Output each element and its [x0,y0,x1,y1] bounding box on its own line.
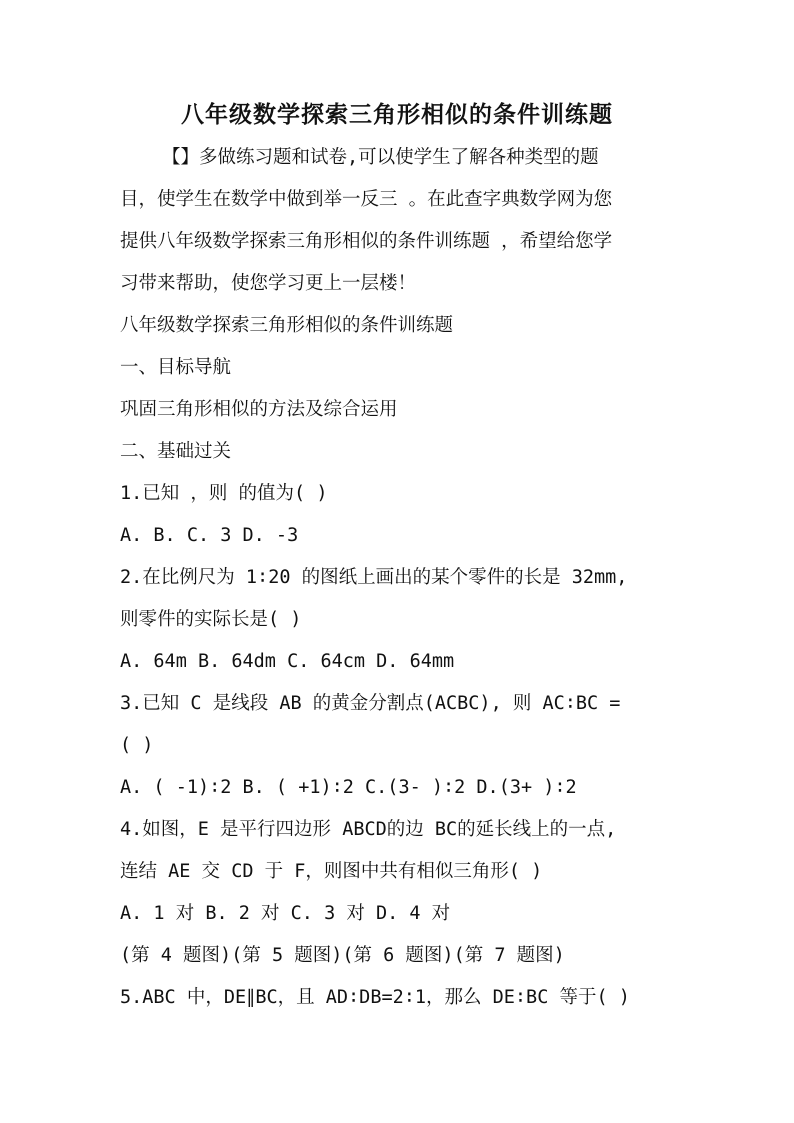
question-4-options: A. 1 对 B. 2 对 C. 3 对 D. 4 对 [120,903,451,924]
question-3-options: A. ( -1)∶2 B. ( +1)∶2 C.(3- )∶2 D.(3+ )∶2 [120,777,577,798]
question-3-line-2: ( ) [120,735,154,756]
intro-line-4: 习带来帮助，使您学习更上一层楼！ [120,273,417,294]
intro-line-3: 提供八年级数学探索三角形相似的条件训练题 ，希望给您学 [120,231,613,252]
question-5: 5.ABC 中，DE∥BC，且 AD∶DB=2∶1，那么 DE∶BC 等于( ) [120,987,630,1008]
question-3-line-1: 3.已知 C 是线段 AB 的黄金分割点(ACBC), 则 AC∶BC = [120,693,621,714]
section-text-goals: 巩固三角形相似的方法及综合运用 [120,399,398,420]
question-4-line-1: 4.如图，E 是平行四边形 ABCD的边 BC的延长线上的一点, [120,819,617,840]
figure-labels: (第 4 题图)(第 5 题图)(第 6 题图)(第 7 题图) [120,945,565,966]
question-2-line-1: 2.在比例尺为 1∶20 的图纸上画出的某个零件的长是 32mm, [120,567,628,588]
section-heading-goals: 一、目标导航 [120,357,232,378]
question-1: 1.已知 ，则 的值为( ) [120,483,328,504]
intro-line-1: 【】多做练习题和试卷,可以使学生了解各种类型的题 [162,147,599,168]
subtitle: 八年级数学探索三角形相似的条件训练题 [120,315,454,336]
intro-line-2: 目，使学生在数学中做到举一反三 。在此查字典数学网为您 [120,189,613,210]
section-heading-basics: 二、基础过关 [120,441,232,462]
question-2-line-2: 则零件的实际长是( ) [120,609,302,630]
question-2-options: A. 64m B. 64dm C. 64cm D. 64mm [120,651,455,672]
question-1-options: A. B. C. 3 D. -3 [120,525,299,546]
document-title: 八年级数学探索三角形相似的条件训练题 [181,101,613,128]
question-4-line-2: 连结 AE 交 CD 于 F，则图中共有相似三角形( ) [120,861,543,882]
